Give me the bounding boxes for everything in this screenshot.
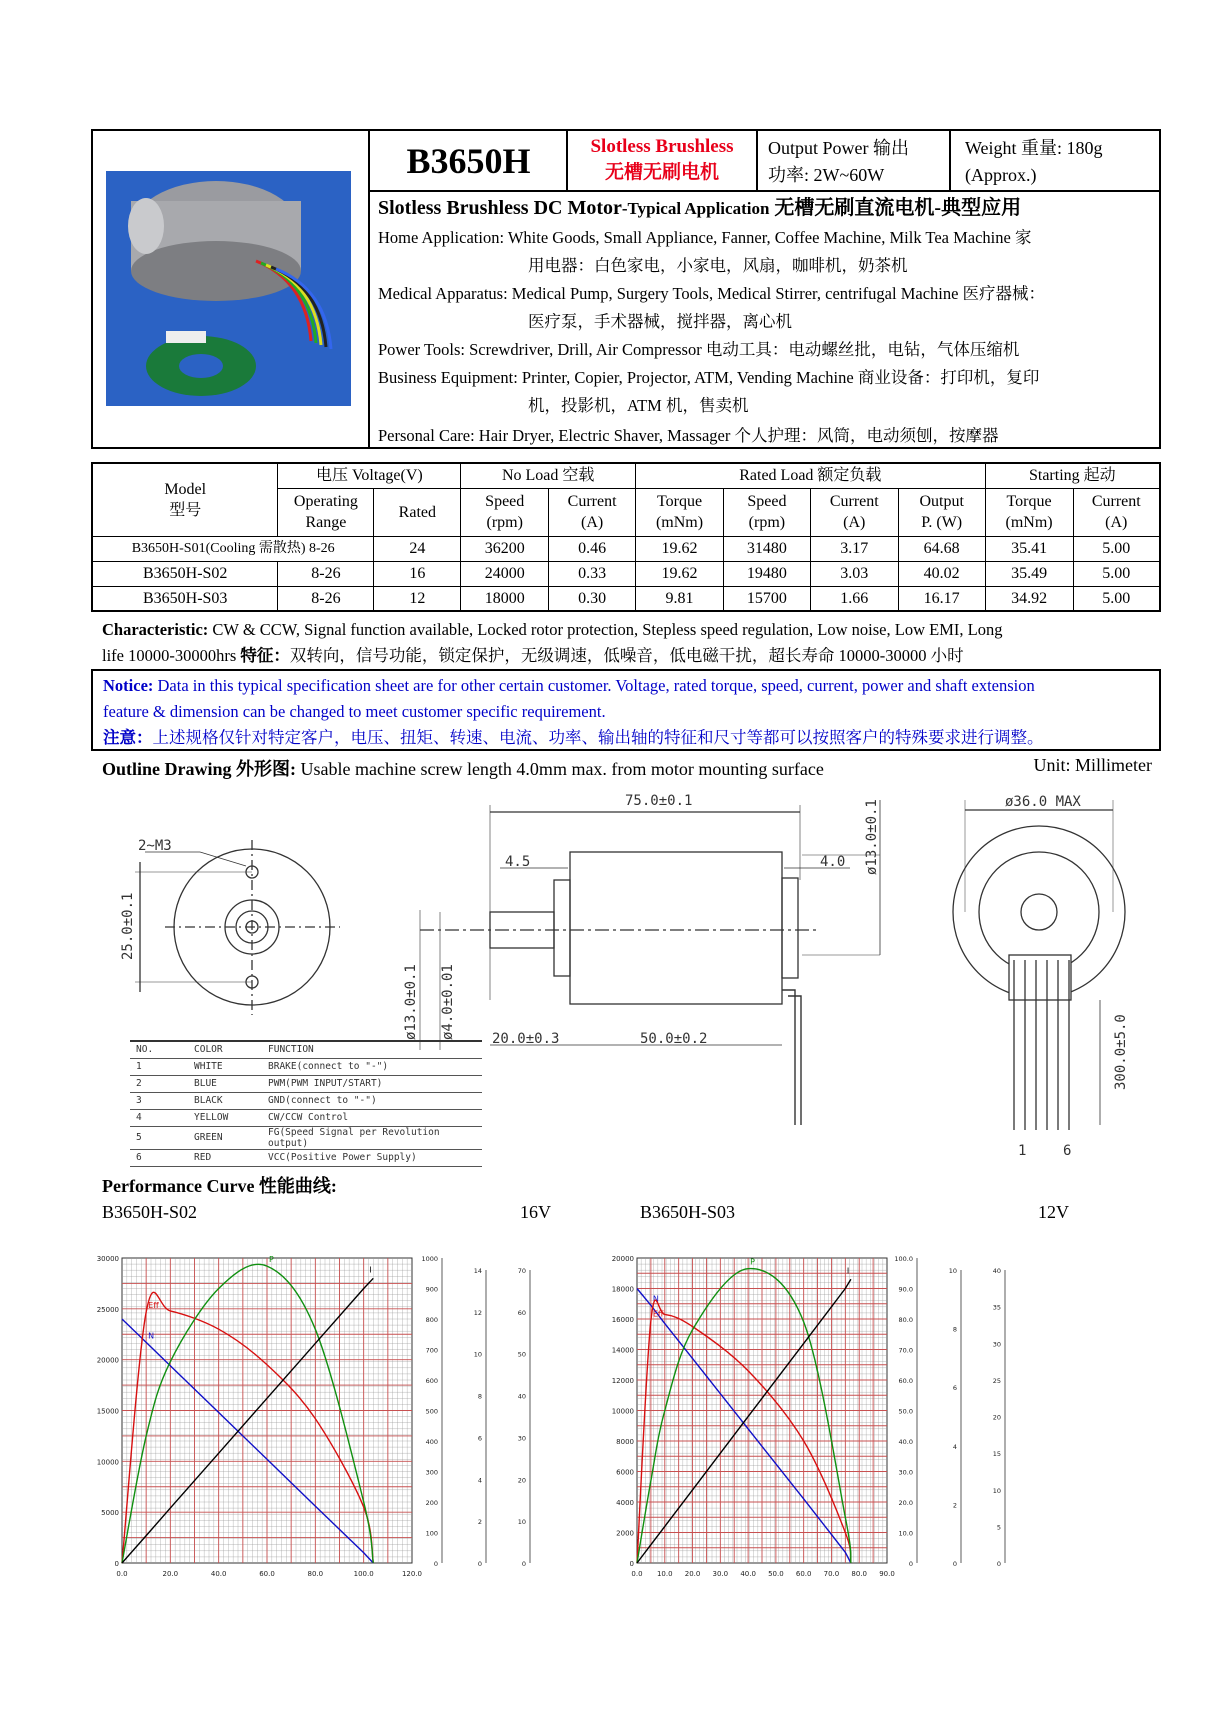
spec-h-model-cn: 型号 — [169, 501, 202, 519]
dim-max-d: ø36.0 MAX — [1005, 794, 1081, 810]
series-label-n: N — [652, 1294, 659, 1304]
y-tick-label: 8000 — [616, 1438, 634, 1446]
app-home-cn: 用电器：白色家电，小家电，风扇，咖啡机，奶茶机 — [528, 256, 908, 275]
table-cell: 40.02 — [898, 561, 985, 586]
outline-text: Usable machine screw length 4.0mm max. from motor mounting surface — [296, 759, 824, 779]
table-row — [92, 536, 1160, 561]
right-axis-tick: 12 — [473, 1308, 482, 1317]
spec-h-rl-current — [810, 488, 898, 536]
output-power-line2: 功率: 2W~60W — [768, 165, 885, 185]
spec-h-rl-torque — [636, 488, 724, 536]
y-tick-label: 0 — [629, 1560, 634, 1568]
table-cell: 8-26 — [278, 586, 374, 611]
right-axis-tick: 40 — [992, 1267, 1001, 1275]
right-axis-tick: 0 — [996, 1560, 1001, 1568]
y-tick-label: 16000 — [611, 1316, 634, 1324]
right-axis-tick: 4 — [477, 1476, 482, 1485]
x-tick-label: 40.0 — [740, 1570, 756, 1578]
outline-label: Outline Drawing 外形图: — [102, 759, 297, 779]
right-axis-tick: 25 — [992, 1376, 1001, 1385]
spec-h-oprange2: Range — [305, 514, 347, 531]
table-cell: NO. — [130, 1041, 188, 1058]
right-axis-tick: 900 — [425, 1285, 438, 1294]
header-box — [91, 129, 1161, 449]
table-cell: CW/CCW Control — [262, 1109, 482, 1126]
dim-pcd: 25.0±0.1 — [120, 892, 136, 960]
y-tick-label: 25000 — [96, 1305, 119, 1314]
y-tick-label: 10000 — [611, 1407, 634, 1416]
right-axis-tick: 200 — [425, 1499, 438, 1507]
right-axis-tick: 14 — [473, 1267, 482, 1275]
model-title: B3650H — [406, 140, 531, 181]
table-row — [92, 561, 1160, 586]
output-power — [758, 131, 951, 190]
table-row — [130, 1058, 482, 1075]
table-row — [92, 586, 1160, 611]
right-axis-tick: 30 — [517, 1434, 526, 1443]
notice-text2: feature & dimension can be changed to meet customer specific requirement. — [103, 702, 606, 721]
right-axis-tick: 500 — [425, 1407, 438, 1416]
table-cell: 18000 — [461, 586, 549, 611]
x-tick-label: 40.0 — [210, 1570, 227, 1578]
table-cell: 3.03 — [810, 561, 898, 586]
table-cell: 24000 — [461, 561, 549, 586]
x-tick-label: 60.0 — [795, 1570, 812, 1578]
spec-h-st-torque — [985, 488, 1073, 536]
weight — [951, 131, 1159, 190]
right-axis-tick: 90.0 — [898, 1285, 913, 1294]
right-axis-tick: 10 — [517, 1518, 526, 1527]
right-voltage: 12V — [1038, 1202, 1069, 1222]
right-axis-tick: 800 — [425, 1316, 438, 1324]
outline-heading — [102, 755, 1152, 781]
motor-type-cn: 无槽无刷电机 — [604, 162, 719, 183]
y-tick-label: 6000 — [616, 1468, 634, 1477]
table-row — [130, 1149, 482, 1166]
t: (A) — [1105, 514, 1128, 531]
right-axis-tick: 2 — [477, 1518, 482, 1527]
right-axis-tick: 50 — [517, 1350, 526, 1359]
right-axis-tick: 80.0 — [898, 1316, 913, 1324]
right-axis-tick: 2 — [952, 1501, 957, 1510]
t: P. (W) — [921, 514, 963, 531]
right-axis-tick: 0 — [477, 1560, 482, 1568]
table-cell: 1.66 — [810, 586, 898, 611]
table-cell: 64.68 — [898, 536, 985, 561]
right-axis-tick: 50.0 — [898, 1407, 913, 1416]
right-axis-tick: 700 — [425, 1346, 438, 1355]
app-personal-care: Personal Care: Hair Dryer, Electric Shaver, Massager 个人护理：风筒，电动须刨，按摩器 — [378, 426, 999, 445]
left-model: B3650H-S02 — [102, 1202, 198, 1222]
right-axis-tick: 10.0 — [898, 1529, 913, 1538]
right-axis-tick: 20 — [992, 1413, 1001, 1422]
spec-h-rl-output — [898, 488, 985, 536]
right-axis-tick: 300 — [425, 1468, 438, 1477]
spec-h-noload: No Load 空载 — [461, 463, 636, 488]
right-axis-tick: 40.0 — [898, 1438, 913, 1446]
characteristic — [102, 617, 1162, 669]
left-voltage: 16V — [520, 1202, 551, 1222]
right-axis-tick: 100 — [425, 1529, 438, 1538]
spec-h-st-current — [1073, 488, 1160, 536]
table-cell: RED — [188, 1149, 262, 1166]
performance-label: Performance Curve 性能曲线: — [102, 1176, 337, 1196]
x-tick-label: 80.0 — [851, 1570, 868, 1578]
app-heading-rest: -Typical Application — [621, 199, 770, 218]
table-cell: YELLOW — [188, 1109, 262, 1126]
series-label-i: I — [846, 1266, 850, 1276]
dim-shaft-l: 20.0±0.3 — [492, 1031, 560, 1047]
x-tick-label: 0.0 — [116, 1570, 128, 1578]
spec-h-oprange — [278, 488, 374, 536]
table-cell: WHITE — [188, 1058, 262, 1075]
table-cell: 35.41 — [985, 536, 1073, 561]
dim-screw: 2~M3 — [138, 838, 172, 854]
x-tick-label: 80.0 — [307, 1570, 324, 1578]
y-tick-label: 2000 — [616, 1529, 634, 1538]
notice-box — [91, 669, 1161, 751]
table-cell: BLACK — [188, 1092, 262, 1109]
table-cell: GND(connect to "-") — [262, 1092, 482, 1109]
right-axis-tick: 6 — [952, 1384, 957, 1393]
x-tick-label: 120.0 — [401, 1570, 423, 1578]
pin-6-label: 6 — [1063, 1143, 1072, 1159]
right-axis-tick: 70.0 — [898, 1346, 913, 1355]
right-axis-tick: 8 — [952, 1325, 957, 1334]
y-tick-label: 20000 — [611, 1255, 634, 1263]
y-tick-label: 10000 — [96, 1458, 119, 1467]
table-cell: 31480 — [723, 536, 810, 561]
spec-h-nl-speed — [461, 488, 549, 536]
table-cell: 24 — [374, 536, 461, 561]
x-tick-label: 10.0 — [656, 1570, 673, 1578]
t: Torque — [656, 493, 703, 510]
spec-h-rl-speed — [723, 488, 810, 536]
app-home: Home Application: White Goods, Small Appliance, Fanner, Coffee Machine, Milk Tea Machine 家 — [378, 228, 1032, 247]
right-axis-tick: 10 — [473, 1350, 482, 1359]
dim-4-0: 4.0 — [820, 854, 846, 870]
performance-chart-s02 — [96, 1240, 560, 1610]
motor-body — [570, 852, 782, 1004]
right-axis-tick: 1000 — [421, 1255, 438, 1263]
t: Output — [919, 493, 964, 510]
table-cell: B3650H-S01(Cooling 需散热) 8-26 — [92, 536, 374, 561]
right-axis-tick: 400 — [425, 1438, 438, 1446]
series-label-eff: Eff — [148, 1300, 159, 1310]
right-axis-tick: 8 — [477, 1392, 482, 1401]
app-heading-cn: 无槽无刷直流电机-典型应用 — [769, 197, 1022, 219]
dim-length: 75.0±0.1 — [625, 793, 693, 809]
x-tick-label: 30.0 — [712, 1570, 729, 1578]
t: Current — [829, 493, 879, 510]
t: (rpm) — [748, 514, 786, 531]
t: (A) — [843, 514, 866, 531]
table-cell: 15700 — [723, 586, 810, 611]
outline-unit: Unit: Millimeter — [1033, 755, 1152, 775]
x-tick-label: 0.0 — [631, 1570, 643, 1578]
dim-boss-d: ø13.0±0.1 — [864, 799, 880, 875]
x-tick-label: 70.0 — [823, 1570, 840, 1578]
x-tick-label: 20.0 — [162, 1570, 179, 1578]
spec-h-starting: Starting 起动 — [985, 463, 1160, 488]
right-axis-tick: 15 — [992, 1450, 1001, 1459]
right-axis-tick: 70 — [517, 1267, 526, 1275]
table-cell: 19.62 — [636, 536, 724, 561]
table-row — [130, 1092, 482, 1109]
table-cell: BLUE — [188, 1075, 262, 1092]
table-cell: 5.00 — [1073, 536, 1160, 561]
t: Speed — [485, 493, 525, 510]
table-cell: GREEN — [188, 1126, 262, 1149]
dim-body-l: 50.0±0.2 — [640, 1031, 708, 1047]
right-axis-tick: 0 — [908, 1560, 913, 1568]
right-axis-tick: 30.0 — [898, 1468, 913, 1477]
characteristic-label: Characteristic: — [102, 620, 209, 639]
table-cell: 3.17 — [810, 536, 898, 561]
table-cell: 0.30 — [549, 586, 636, 611]
y-tick-label: 14000 — [611, 1346, 634, 1355]
app-power-tools: Power Tools: Screwdriver, Drill, Air Compressor 电动工具：电动螺丝批，电钻，气体压缩机 — [378, 340, 1020, 359]
series-label-n: N — [148, 1331, 155, 1341]
app-heading-bold: Slotless Brushless DC Motor — [378, 197, 622, 219]
spec-h-ratedv: Rated — [374, 488, 461, 536]
table-cell: 19480 — [723, 561, 810, 586]
right-axis-tick: 4 — [952, 1442, 957, 1451]
table-cell: PWM(PWM INPUT/START) — [262, 1075, 482, 1092]
series-label-p: P — [269, 1255, 274, 1265]
t: Torque — [1006, 493, 1052, 510]
table-cell: 36200 — [461, 536, 549, 561]
notice-label: Notice: — [103, 676, 154, 695]
series-label-i: I — [369, 1265, 372, 1275]
characteristic-text2: life 10000-30000hrs — [102, 646, 241, 665]
characteristic-label-cn: 特征： — [240, 646, 290, 665]
table-cell: 2 — [130, 1075, 188, 1092]
x-tick-label: 100.0 — [353, 1570, 374, 1578]
table-cell: B3650H-S03 — [92, 586, 278, 611]
characteristic-text: CW & CCW, Signal function available, Locked rotor protection, Stepless speed regulation, Low noise, Low EMI, Long — [208, 620, 1003, 639]
series-label-p: P — [750, 1257, 755, 1267]
weight-line1: Weight 重量: 180g — [965, 138, 1103, 158]
table-cell: 5.00 — [1073, 561, 1160, 586]
right-axis-tick: 35 — [992, 1303, 1001, 1312]
header-hdivider — [368, 190, 1159, 192]
spec-h-nl-current — [549, 488, 636, 536]
right-axis-tick: 10 — [948, 1267, 957, 1275]
x-tick-label: 20.0 — [684, 1570, 701, 1578]
right-axis-tick: 600 — [425, 1377, 438, 1385]
spec-h-voltage: 电压 Voltage(V) — [278, 463, 461, 488]
table-cell: FG(Speed Signal per Revolution output) — [262, 1126, 482, 1149]
spec-table — [91, 462, 1161, 612]
right-axis-tick: 60 — [517, 1308, 526, 1317]
table-cell: 8-26 — [278, 561, 374, 586]
notice-text1: Data in this typical specification sheet are for other certain customer. Voltage, rated torque, speed, current, power and shaft extension — [153, 676, 1035, 695]
t: (mNm) — [655, 514, 704, 531]
table-cell: 0.33 — [549, 561, 636, 586]
dim-shaft-d: ø4.0±0.01 — [440, 964, 456, 1040]
spec-h-rated: Rated Load 额定负载 — [636, 463, 986, 488]
t: Current — [1091, 493, 1141, 510]
table-cell: 16 — [374, 561, 461, 586]
table-cell: 35.49 — [985, 561, 1073, 586]
table-cell: 9.81 — [636, 586, 724, 611]
spec-h-oprange1: Operating — [293, 493, 358, 510]
performance-chart-s03 — [611, 1240, 1085, 1610]
x-tick-label: 90.0 — [879, 1570, 895, 1578]
right-axis-tick: 60.0 — [898, 1377, 913, 1385]
app-medical-cn: 医疗泵，手术器械，搅拌器，离心机 — [528, 312, 792, 331]
right-axis-tick: 0 — [433, 1560, 438, 1568]
applications-heading — [378, 193, 1158, 224]
table-row — [130, 1075, 482, 1092]
right-axis-tick: 40 — [517, 1392, 526, 1401]
series-label-eff: Eff — [652, 1309, 664, 1319]
t: Speed — [747, 493, 787, 510]
y-tick-label: 5000 — [101, 1509, 119, 1518]
x-tick-label: 50.0 — [768, 1570, 784, 1578]
table-cell: 12 — [374, 586, 461, 611]
right-axis-tick: 30 — [992, 1340, 1001, 1349]
t: (rpm) — [486, 514, 523, 531]
y-tick-label: 15000 — [96, 1407, 119, 1416]
table-cell: 5.00 — [1073, 586, 1160, 611]
y-tick-label: 12000 — [611, 1377, 634, 1385]
table-cell: 4 — [130, 1109, 188, 1126]
right-model: B3650H-S03 — [640, 1202, 736, 1222]
right-axis-tick: 6 — [477, 1434, 482, 1443]
characteristic-text-cn: 双转向，信号功能，锁定保护，无级调速，低噪音，低电磁干扰，超长寿命 10000-30000 小时 — [289, 646, 964, 665]
table-cell: BRAKE(connect to "-") — [262, 1058, 482, 1075]
dim-4-5: 4.5 — [505, 854, 531, 870]
t: Current — [567, 493, 617, 510]
table-cell: 6 — [130, 1149, 188, 1166]
y-tick-label: 4000 — [616, 1499, 634, 1507]
right-axis-tick: 20 — [517, 1476, 526, 1485]
right-axis-tick: 0 — [521, 1560, 526, 1568]
table-cell: FUNCTION — [262, 1041, 482, 1058]
table-cell: 19.62 — [636, 561, 724, 586]
right-axis-tick: 5 — [996, 1523, 1001, 1532]
table-cell: 0.46 — [549, 536, 636, 561]
t: (A) — [581, 514, 604, 531]
table-row — [130, 1126, 482, 1149]
motor-photo — [106, 171, 351, 406]
y-tick-label: 20000 — [96, 1356, 119, 1365]
header-divider — [368, 131, 370, 447]
dim-lead-l: 300.0±5.0 — [1113, 1014, 1129, 1090]
table-cell: VCC(Positive Power Supply) — [262, 1149, 482, 1166]
y-tick-label: 0 — [114, 1560, 119, 1568]
spec-h-model-en: Model — [164, 480, 207, 498]
pin-table — [130, 1040, 482, 1167]
motor-type — [566, 131, 758, 190]
notice-text-cn: 上述规格仅针对特定客户，电压、扭矩、转速、电流、功率、输出轴的特征和尺寸等都可以按照客户的特殊要求进行调整。 — [152, 728, 1044, 747]
y-tick-label: 30000 — [96, 1255, 119, 1263]
right-axis-tick: 0 — [952, 1560, 957, 1568]
x-tick-label: 60.0 — [259, 1570, 275, 1578]
notice-label-cn: 注意： — [103, 728, 153, 747]
right-axis-tick: 10 — [992, 1486, 1001, 1495]
app-business-cn: 机，投影机，ATM 机，售卖机 — [528, 396, 749, 415]
dim-body-d: ø13.0±0.1 — [403, 964, 419, 1040]
weight-line2: (Approx.) — [965, 165, 1037, 185]
table-cell: 1 — [130, 1058, 188, 1075]
table-cell: 3 — [130, 1092, 188, 1109]
output-power-line1: Output Power 输出 — [768, 138, 909, 158]
right-axis-tick: 100.0 — [894, 1255, 913, 1263]
table-cell: 5 — [130, 1126, 188, 1149]
pin-1-label: 1 — [1018, 1143, 1027, 1159]
applications — [378, 193, 1158, 450]
y-tick-label: 18000 — [611, 1285, 634, 1294]
t: (mNm) — [1005, 514, 1053, 531]
app-business: Business Equipment: Printer, Copier, Projector, ATM, Vending Machine 商业设备：打印机，复印 — [378, 368, 1040, 387]
table-cell: B3650H-S02 — [92, 561, 278, 586]
table-row — [130, 1109, 482, 1126]
table-row — [130, 1041, 482, 1058]
table-cell: 16.17 — [898, 586, 985, 611]
table-cell: COLOR — [188, 1041, 262, 1058]
right-axis-tick: 20.0 — [898, 1499, 913, 1507]
motor-type-en: Slotless Brushless — [590, 136, 734, 157]
table-cell: 34.92 — [985, 586, 1073, 611]
app-medical: Medical Apparatus: Medical Pump, Surgery Tools, Medical Stirrer, centrifugal Machine 医疗器械： — [378, 284, 1046, 303]
spec-h-model — [92, 463, 278, 536]
